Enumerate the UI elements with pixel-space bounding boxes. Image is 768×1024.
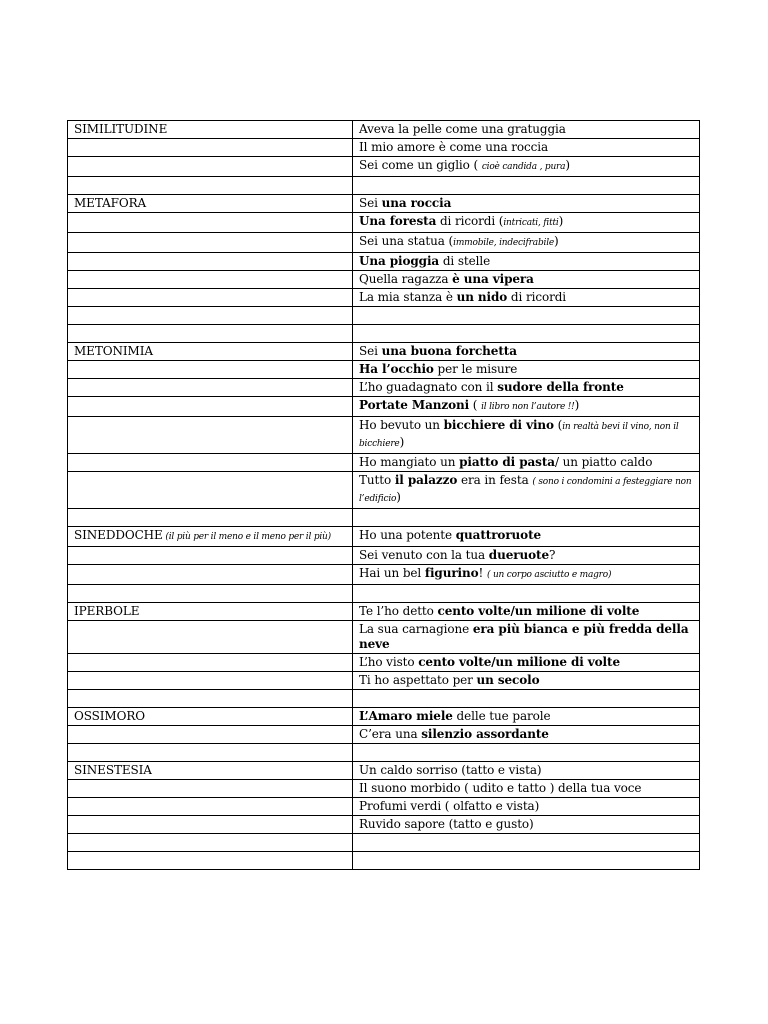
example-text: C’era una — [359, 727, 422, 741]
term-cell — [68, 397, 353, 417]
example-note: ( un corpo asciutto e magro) — [486, 570, 612, 580]
table-row — [68, 621, 700, 654]
table-row — [68, 213, 700, 233]
table-row — [68, 139, 700, 157]
example-emphasis: Portate Manzoni — [359, 398, 470, 412]
example-text: Sei venuto con la tua — [359, 548, 489, 562]
term-cell — [68, 253, 353, 271]
term-cell — [68, 195, 353, 213]
example-emphasis: L’Amaro miele — [359, 709, 453, 723]
document-page — [67, 120, 699, 870]
example-cell — [353, 654, 700, 672]
spacer-row — [68, 744, 700, 762]
example-cell — [353, 139, 700, 157]
spacer-row — [68, 509, 700, 527]
example-cell — [353, 585, 700, 603]
term-note: (il più per il meno e il meno per il più) — [162, 532, 331, 542]
spacer-row — [68, 690, 700, 708]
example-text: ) — [558, 214, 564, 228]
table-row — [68, 157, 700, 177]
term-cell — [68, 271, 353, 289]
example-note: immobile, indecifrabile — [453, 238, 554, 248]
table-row — [68, 454, 700, 472]
table-row — [68, 762, 700, 780]
example-text: Aveva la pelle come una gratuggia — [359, 122, 566, 136]
example-cell — [353, 744, 700, 762]
example-text: di ricordi — [507, 290, 567, 304]
example-text: Sei — [359, 196, 382, 210]
example-cell — [353, 780, 700, 798]
term-cell — [68, 690, 353, 708]
table-row — [68, 472, 700, 509]
example-text: ) — [399, 435, 405, 449]
example-cell — [353, 157, 700, 177]
term-cell — [68, 527, 353, 547]
example-emphasis: dueruote — [488, 548, 549, 562]
term-label: SINEDDOCHE — [74, 528, 163, 542]
term-cell — [68, 603, 353, 621]
example-emphasis: Una pioggia — [359, 254, 440, 268]
example-text: Ho una potente — [359, 528, 456, 542]
example-cell — [353, 253, 700, 271]
example-emphasis: silenzio assordante — [421, 727, 549, 741]
example-emphasis: è una vipera — [452, 272, 534, 286]
example-cell — [353, 527, 700, 547]
example-text: Sei come un giglio ( — [359, 158, 482, 172]
term-label: METONIMIA — [74, 344, 153, 358]
term-cell — [68, 726, 353, 744]
example-emphasis: sudore della fronte — [497, 380, 624, 394]
example-note: intricati, fitti — [503, 218, 559, 228]
example-emphasis: una buona forchetta — [381, 344, 517, 358]
example-emphasis: Una foresta — [359, 214, 437, 228]
example-cell — [353, 233, 700, 253]
example-emphasis: cento volte/un milione di volte — [437, 604, 640, 618]
example-cell — [353, 565, 700, 585]
example-cell — [353, 798, 700, 816]
term-cell — [68, 307, 353, 325]
spacer-row — [68, 852, 700, 870]
spacer-row — [68, 585, 700, 603]
term-cell — [68, 233, 353, 253]
term-cell — [68, 654, 353, 672]
example-emphasis: un secolo — [476, 673, 540, 687]
term-cell — [68, 816, 353, 834]
example-cell — [353, 343, 700, 361]
example-text: ) — [396, 490, 401, 504]
example-text: La mia stanza è — [359, 290, 457, 304]
example-text: ) — [565, 158, 570, 172]
example-cell — [353, 417, 700, 454]
table-row — [68, 271, 700, 289]
example-note: cioè candida , pura — [481, 162, 566, 172]
example-emphasis: piatto di pasta — [459, 455, 555, 469]
example-text: ? — [548, 548, 556, 562]
example-cell — [353, 397, 700, 417]
example-note: in realtà bevi il vino, non il bicchiere — [359, 422, 679, 449]
example-text: Te l’ho detto — [359, 604, 438, 618]
example-text: ( — [469, 398, 482, 412]
example-emphasis: un nido — [456, 290, 508, 304]
example-cell — [353, 379, 700, 397]
table-row — [68, 397, 700, 417]
table-row — [68, 780, 700, 798]
term-cell — [68, 472, 353, 509]
term-cell — [68, 744, 353, 762]
table-row — [68, 195, 700, 213]
term-cell — [68, 379, 353, 397]
table-row — [68, 527, 700, 547]
example-text: Ti ho aspettato per — [359, 673, 477, 687]
term-cell — [68, 509, 353, 527]
term-cell — [68, 139, 353, 157]
example-cell — [353, 603, 700, 621]
table-row — [68, 798, 700, 816]
example-cell — [353, 472, 700, 509]
spacer-row — [68, 325, 700, 343]
example-cell — [353, 509, 700, 527]
spacer-row — [68, 307, 700, 325]
example-text: ( — [553, 418, 563, 432]
example-cell — [353, 672, 700, 690]
term-cell — [68, 585, 353, 603]
example-cell — [353, 121, 700, 139]
example-text: / un piatto caldo — [554, 455, 653, 469]
table-row — [68, 233, 700, 253]
example-text: L’ho visto — [359, 655, 419, 669]
example-emphasis: bicchiere di vino — [443, 418, 554, 432]
term-cell — [68, 780, 353, 798]
example-note: ( sono i condomini a festeggiare non l’edificio — [359, 477, 692, 504]
example-text: Un caldo sorriso (tatto e vista) — [359, 763, 542, 777]
example-emphasis: quattroruote — [455, 528, 542, 542]
example-text: Ruvido sapore (tatto e gusto) — [359, 817, 534, 831]
example-text: di stelle — [439, 254, 491, 268]
example-text: ) — [574, 398, 580, 412]
table-row — [68, 289, 700, 307]
term-cell — [68, 762, 353, 780]
term-cell — [68, 547, 353, 565]
example-text: Il suono morbido ( udito e tatto ) della tua voce — [359, 781, 642, 795]
example-text: Ho mangiato un — [359, 455, 460, 469]
table-row — [68, 417, 700, 454]
table-row — [68, 816, 700, 834]
example-cell — [353, 307, 700, 325]
spacer-row — [68, 177, 700, 195]
example-emphasis: cento volte/un milione di volte — [418, 655, 620, 669]
example-emphasis: figurino — [424, 566, 479, 580]
table-row — [68, 726, 700, 744]
table-row — [68, 603, 700, 621]
table-row — [68, 654, 700, 672]
example-cell — [353, 177, 700, 195]
example-cell — [353, 195, 700, 213]
example-text: Sei una statua ( — [359, 234, 454, 248]
example-text: di ricordi ( — [436, 214, 504, 228]
table-row — [68, 343, 700, 361]
example-cell — [353, 690, 700, 708]
example-cell — [353, 547, 700, 565]
term-cell — [68, 121, 353, 139]
table-row — [68, 253, 700, 271]
example-note: il libro non l’autore !! — [481, 402, 575, 412]
example-cell — [353, 762, 700, 780]
term-cell — [68, 325, 353, 343]
term-cell — [68, 177, 353, 195]
example-text: ) — [554, 234, 559, 248]
table-row — [68, 361, 700, 379]
term-cell — [68, 361, 353, 379]
example-cell — [353, 325, 700, 343]
example-cell — [353, 816, 700, 834]
example-text: Quella ragazza — [359, 272, 453, 286]
example-text: L’ho guadagnato con il — [359, 380, 498, 394]
example-text: delle tue parole — [452, 709, 551, 723]
term-cell — [68, 417, 353, 454]
term-cell — [68, 621, 353, 654]
example-cell — [353, 834, 700, 852]
figures-of-speech-table — [67, 120, 700, 870]
term-cell — [68, 852, 353, 870]
example-text: Profumi verdi ( olfatto e vista) — [359, 799, 540, 813]
table-row — [68, 547, 700, 565]
term-label: SINESTESIA — [74, 763, 152, 777]
example-text: Ho bevuto un — [359, 418, 444, 432]
term-cell — [68, 798, 353, 816]
term-label: METAFORA — [74, 196, 147, 210]
example-text: Sei — [359, 344, 382, 358]
example-emphasis: una roccia — [381, 196, 452, 210]
table-row — [68, 672, 700, 690]
table-row — [68, 565, 700, 585]
example-text: La sua carnagione — [359, 622, 473, 636]
example-cell — [353, 621, 700, 654]
example-cell — [353, 213, 700, 233]
table-row — [68, 708, 700, 726]
term-cell — [68, 343, 353, 361]
example-text: era in festa — [457, 473, 533, 487]
term-cell — [68, 454, 353, 472]
term-cell — [68, 157, 353, 177]
example-text: Il mio amore è come una roccia — [359, 140, 549, 154]
term-cell — [68, 565, 353, 585]
example-emphasis: Ha l’occhio — [359, 362, 434, 376]
term-label: IPERBOLE — [74, 604, 140, 618]
example-text: per le misure — [433, 362, 518, 376]
example-cell — [353, 708, 700, 726]
example-cell — [353, 271, 700, 289]
example-text: Tutto — [359, 473, 395, 487]
term-cell — [68, 834, 353, 852]
example-emphasis: il palazzo — [394, 473, 458, 487]
spacer-row — [68, 834, 700, 852]
example-cell — [353, 289, 700, 307]
table-row — [68, 379, 700, 397]
example-cell — [353, 454, 700, 472]
term-label: OSSIMORO — [74, 709, 146, 723]
term-label: SIMILITUDINE — [74, 122, 168, 136]
example-cell — [353, 852, 700, 870]
example-cell — [353, 726, 700, 744]
example-emphasis: era più bianca e più fredda della neve — [359, 622, 689, 651]
term-cell — [68, 672, 353, 690]
example-text: Hai un bel — [359, 566, 425, 580]
example-cell — [353, 361, 700, 379]
example-text: ! — [478, 566, 487, 580]
term-cell — [68, 708, 353, 726]
term-cell — [68, 289, 353, 307]
term-cell — [68, 213, 353, 233]
table-row — [68, 121, 700, 139]
